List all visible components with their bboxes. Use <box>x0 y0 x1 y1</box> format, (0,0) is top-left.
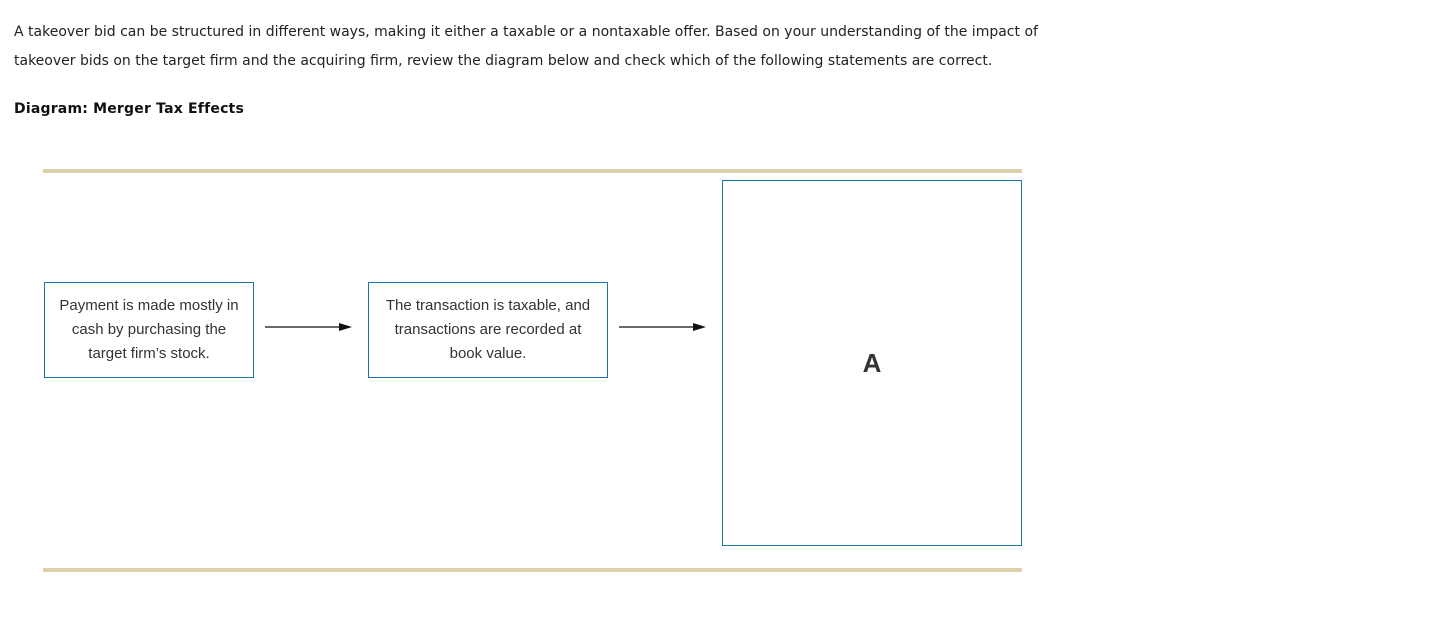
right-arrow-icon <box>619 321 709 333</box>
result-a-box[interactable] <box>722 180 1022 546</box>
step-1-box <box>44 282 254 378</box>
step-2-text: The transaction is taxable, and transactions are recorded at book value. <box>385 297 591 362</box>
step-1-text: Payment is made mostly in cash by purchasing the target firm’s stock. <box>59 297 239 362</box>
right-arrow-icon <box>265 321 355 333</box>
question-intro-text: A takeover bid can be structured in different ways, making it either a taxable or a nontaxable offer. Based on your understanding of the impact of takeover bids on the target firm and the acquiring firm, review the diagram below and check which of the following statements are correct. <box>14 24 1038 69</box>
diagram-title: Diagram: Merger Tax Effects <box>14 101 244 117</box>
step-2-box <box>368 282 608 378</box>
result-a-label: A <box>862 348 882 378</box>
diagram-bottom-rule <box>43 568 1022 572</box>
diagram-top-rule <box>43 169 1022 173</box>
